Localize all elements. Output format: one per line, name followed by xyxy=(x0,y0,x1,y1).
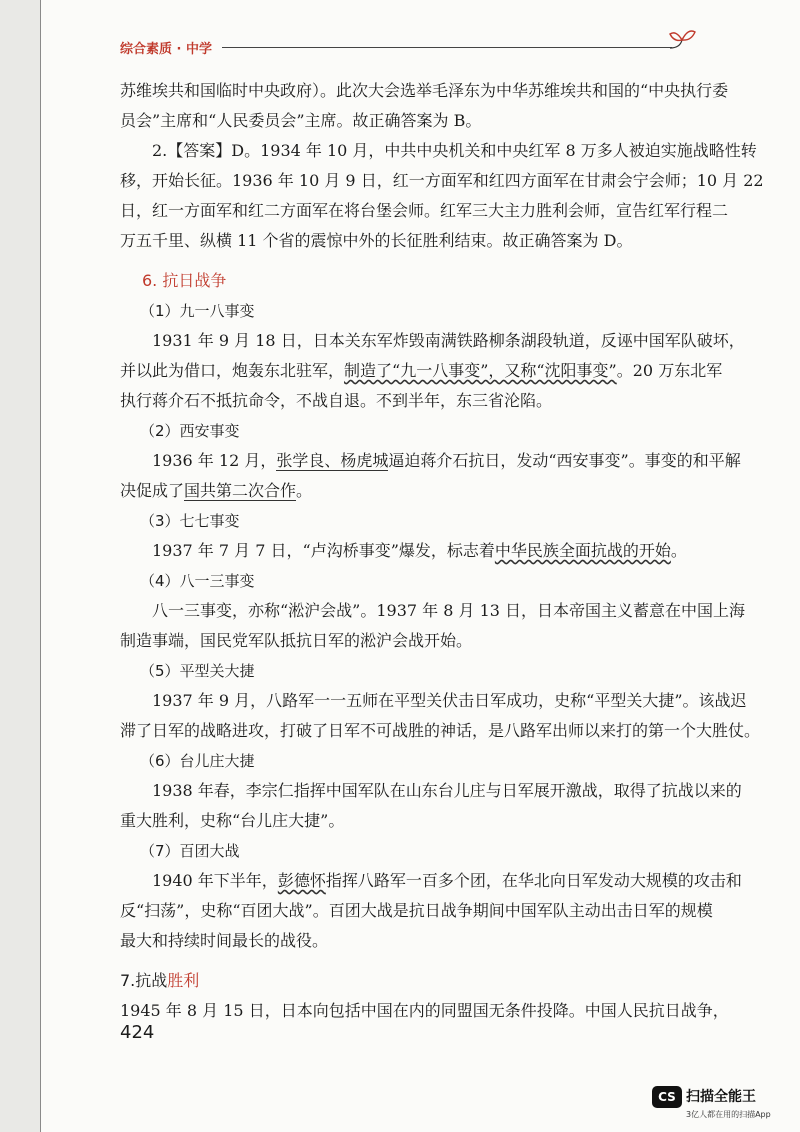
underlined-phrase: 中华民族全面抗战的开始 xyxy=(494,541,671,560)
paragraph-line: 苏维埃共和国临时中央政府）。此次大会选举毛泽东为中华苏维埃共和国的“中央执行委 xyxy=(120,81,729,100)
underlined-phrase: 国共第二次合作 xyxy=(184,481,297,500)
page-number: 424 xyxy=(120,1022,155,1043)
text-77: 1937 年 7 月 7 日，“卢沟桥事变”爆发，标志着中华民族全面抗战的开始。 xyxy=(152,541,687,560)
text-813: 八一三事变，亦称“淞沪会战”。1937 年 8 月 13 日，日本帝国主义蓄意在中国上海 xyxy=(152,601,746,620)
underlined-phrase: 张学良、杨虎城 xyxy=(276,451,389,470)
answer-2-line: 万五千里、纵横 11 个省的震惊中外的长征胜利结束。故正确答案为 D。 xyxy=(120,231,633,250)
subheading-taierzhuang: （6）台儿庄大捷 xyxy=(140,752,255,770)
text-813: 制造事端，国民党军队抵抗日军的淞沪会战开始。 xyxy=(120,631,473,650)
answer-2-line: 日，红一方面军和红二方面军在将台堡会师。红军三大主力胜利会师，宣告红军行程二 xyxy=(120,201,729,220)
text-xian: 1936 年 12 月，张学良、杨虎城逼迫蒋介石抗日，发动“西安事变”。事变的和平解 xyxy=(152,451,741,470)
text-pingxingguan: 1937 年 9 月，八路军一一五师在平型关伏击日军成功，史称“平型关大捷”。该战迟 xyxy=(152,691,747,710)
subheading-baituan: （7）百团大战 xyxy=(140,842,240,860)
subheading-918: （1）九一八事变 xyxy=(140,302,255,320)
text-xian: 决促成了国共第二次合作。 xyxy=(120,481,313,500)
text-918: 并以此为借口，炮轰东北驻军，制造了“九一八事变”，又称“沈阳事变”。20 万东北军 xyxy=(120,361,723,380)
text-taierzhuang: 1938 年春，李宗仁指挥中国军队在山东台儿庄与日军展开激战，取得了抗战以来的 xyxy=(152,781,742,800)
text-918: 1931 年 9 月 18 日，日本关东军炸毁南满铁路柳条湖段轨道，反诬中国军队破坏， xyxy=(152,331,745,350)
text-pingxingguan: 滞了日军的战略进攻，打破了日军不可战胜的神话，是八路军出师以来打的第一个大胜仗。 xyxy=(120,721,761,740)
page-body xyxy=(120,76,764,1026)
subheading-xian: （2）西安事变 xyxy=(140,422,240,440)
header-rule xyxy=(222,47,672,48)
watermark-name: 扫描全能王 xyxy=(686,1089,756,1105)
section-7-heading: 7.抗战胜利 xyxy=(120,971,200,990)
page-binding-line xyxy=(40,0,41,1132)
section-6-heading: 6. 抗日战争 xyxy=(142,271,227,290)
sprout-icon xyxy=(666,26,698,54)
camscanner-logo: CS xyxy=(652,1086,682,1108)
scanner-watermark xyxy=(652,1084,800,1124)
subheading-813: （4）八一三事变 xyxy=(140,572,255,590)
watermark-tagline: 3亿人都在用的扫描App xyxy=(686,1110,771,1119)
answer-2-line: 2.【答案】D。1934 年 10 月，中共中央机关和中央红军 8 万多人被迫实施战略性转 xyxy=(152,141,757,160)
underlined-phrase: 制造了“九一八事变”，又称“沈阳事变” xyxy=(344,361,617,380)
answer-2-line: 移，开始长征。1936 年 10 月 9 日，红一方面军和红四方面军在甘肃会宁会师；10 月 22 xyxy=(120,171,764,190)
subheading-77: （3）七七事变 xyxy=(140,512,240,530)
text-taierzhuang: 重大胜利，史称“台儿庄大捷”。 xyxy=(120,811,345,830)
running-header-title: 综合素质 · 中学 xyxy=(120,42,212,57)
text-baituan: 最大和持续时间最长的战役。 xyxy=(120,931,329,950)
page-binding-edge xyxy=(0,0,40,1132)
paragraph-line: 员会”主席和“人民委员会”主席。故正确答案为 B。 xyxy=(120,111,482,130)
text-918: 执行蒋介石不抵抗命令，不战自退。不到半年，东三省沦陷。 xyxy=(120,391,553,410)
subheading-pingxingguan: （5）平型关大捷 xyxy=(140,662,255,680)
text-baituan: 反“扫荡”，史称“百团大战”。百团大战是抗日战争期间中国军队主动出击日军的规模 xyxy=(120,901,713,920)
text-baituan: 1940 年下半年，彭德怀指挥八路军一百多个团，在华北向日军发动大规模的攻击和 xyxy=(152,871,742,890)
underlined-phrase: 彭德怀 xyxy=(277,871,326,890)
text-victory: 1945 年 8 月 15 日，日本向包括中国在内的同盟国无条件投降。中国人民抗日战争， xyxy=(120,1001,729,1020)
